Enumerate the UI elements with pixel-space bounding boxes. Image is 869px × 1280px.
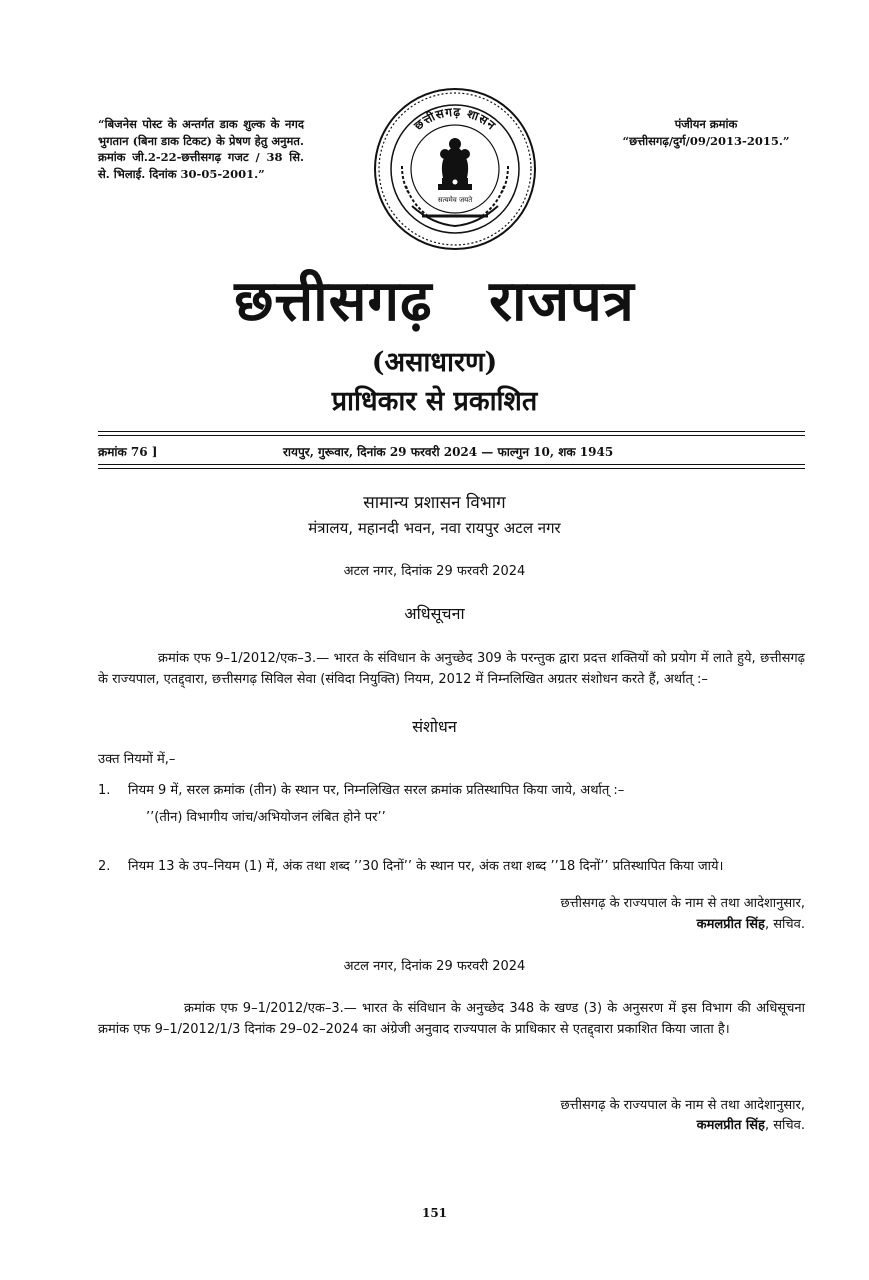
registration-block <box>600 116 812 149</box>
notification-2-body: क्रमांक एफ 9–1/2012/एक–3.— भारत के संविधान के अनुच्छेद 348 के खण्ड (3) के अनुसरण में इस विभाग की अधिसूचना क्रमांक एफ 9–1/2012/1/3 दिनांक 29–02–2024 का अंग्रेजी अनुवाद राज्यपाल के प्राधिकार से एतद्द्वारा प्रकाशित किया जाता है। <box>98 1001 805 1037</box>
postal-notice: “बिजनेस पोस्ट के अन्तर्गत डाक शुल्क के नगद भुगतान (बिना डाक टिकट) के प्रेषण हेतु अनुमत. क्रमांक जी.2-22-छत्तीसगढ़ गजट / 38 सि. से. भिलाई. दिनांक 30-05-2001.” <box>98 117 304 181</box>
item-number: 2. <box>98 859 111 874</box>
substituted-clause: ’’(तीन) विभागीय जांच/अभियोजन लंबित होने पर’’ <box>146 810 386 825</box>
masthead-rule-top <box>98 431 805 432</box>
emblem-arc-text: छत्तीसगढ़ शासन <box>411 104 499 133</box>
notification-1-body: क्रमांक एफ 9–1/2012/एक–3.— भारत के संविधान के अनुच्छेद 309 के परन्तुक द्वारा प्रदत्त शक्तियों को प्रयोग में लाते हुये, छत्तीसगढ़ के राज्यपाल, एतद्द्वारा, छत्तीसगढ़ सिविल सेवा (संविदा नियुक्ति) नियम, 2012 में निम्नलिखित अग्रतर संशोधन करते हैं, अर्थात् :– <box>98 651 805 687</box>
notification-2-dateline: अटल नगर, दिनांक 29 फरवरी 2024 <box>343 959 526 974</box>
lion-capital-icon <box>438 138 472 190</box>
registration-label: पंजीयन क्रमांक <box>674 117 738 131</box>
authority-line: प्राधिकार से प्रकाशित <box>331 386 538 417</box>
masthead-rule-bottom-2 <box>98 468 805 469</box>
department-address: मंत्रालय, महानदी भवन, नवा रायपुर अटल नगर <box>308 519 561 537</box>
masthead-rule-top-2 <box>98 435 805 436</box>
notification-heading: अधिसूचना <box>404 604 465 623</box>
signature-2 <box>420 1116 805 1136</box>
emblem-motto: सत्यमेव जयते <box>437 196 473 204</box>
department-name: सामान्य प्रशासन विभाग <box>363 493 506 513</box>
page-number: 151 <box>421 1206 448 1220</box>
order-line-2: छत्तीसगढ़ के राज्यपाल के नाम से तथा आदेशानुसार, <box>560 1098 805 1113</box>
signature-1 <box>420 915 805 935</box>
issue-number: क्रमांक 76 ] <box>98 445 158 459</box>
item-text: नियम 9 में, सरल क्रमांक (तीन) के स्थान पर, निम्नलिखित सरल क्रमांक प्रतिस्थापित किया जाये, अर्थात् :– <box>128 783 625 798</box>
masthead-rule-bottom <box>98 464 805 465</box>
svg-text:छत्तीसगढ़ शासन <box>411 105 499 134</box>
item-number: 1. <box>98 783 111 798</box>
state-emblem-seal <box>372 86 538 252</box>
registration-number: “छत्तीसगढ़/दुर्ग/09/2013-2015.” <box>622 133 790 148</box>
gazette-title: छत्तीसगढ़ राजपत्र <box>234 268 635 334</box>
signer-name: कमलप्रीत सिंह <box>696 917 765 932</box>
item-text: नियम 13 के उप–नियम (1) में, अंक तथा शब्द ’’30 दिनों’’ के स्थान पर, अंक तथा शब्द ’’18 दिनों’’ प्रतिस्थापित किया जाये। <box>128 859 724 874</box>
issue-date: रायपुर, गुरूवार, दिनांक 29 फरवरी 2024 — फाल्गुन 10, शक 1945 <box>283 445 614 459</box>
amendment-intro: उक्त नियमों में,– <box>98 752 176 767</box>
amendment-heading: संशोधन <box>412 717 457 736</box>
signer-designation: , सचिव. <box>764 917 805 932</box>
signer-name: कमलप्रीत सिंह <box>696 1118 765 1133</box>
order-line-1: छत्तीसगढ़ के राज्यपाल के नाम से तथा आदेशानुसार, <box>560 896 805 911</box>
edition-label: (असाधारण) <box>371 347 498 378</box>
signer-designation: , सचिव. <box>764 1118 805 1133</box>
notification-1-dateline: अटल नगर, दिनांक 29 फरवरी 2024 <box>343 564 526 579</box>
